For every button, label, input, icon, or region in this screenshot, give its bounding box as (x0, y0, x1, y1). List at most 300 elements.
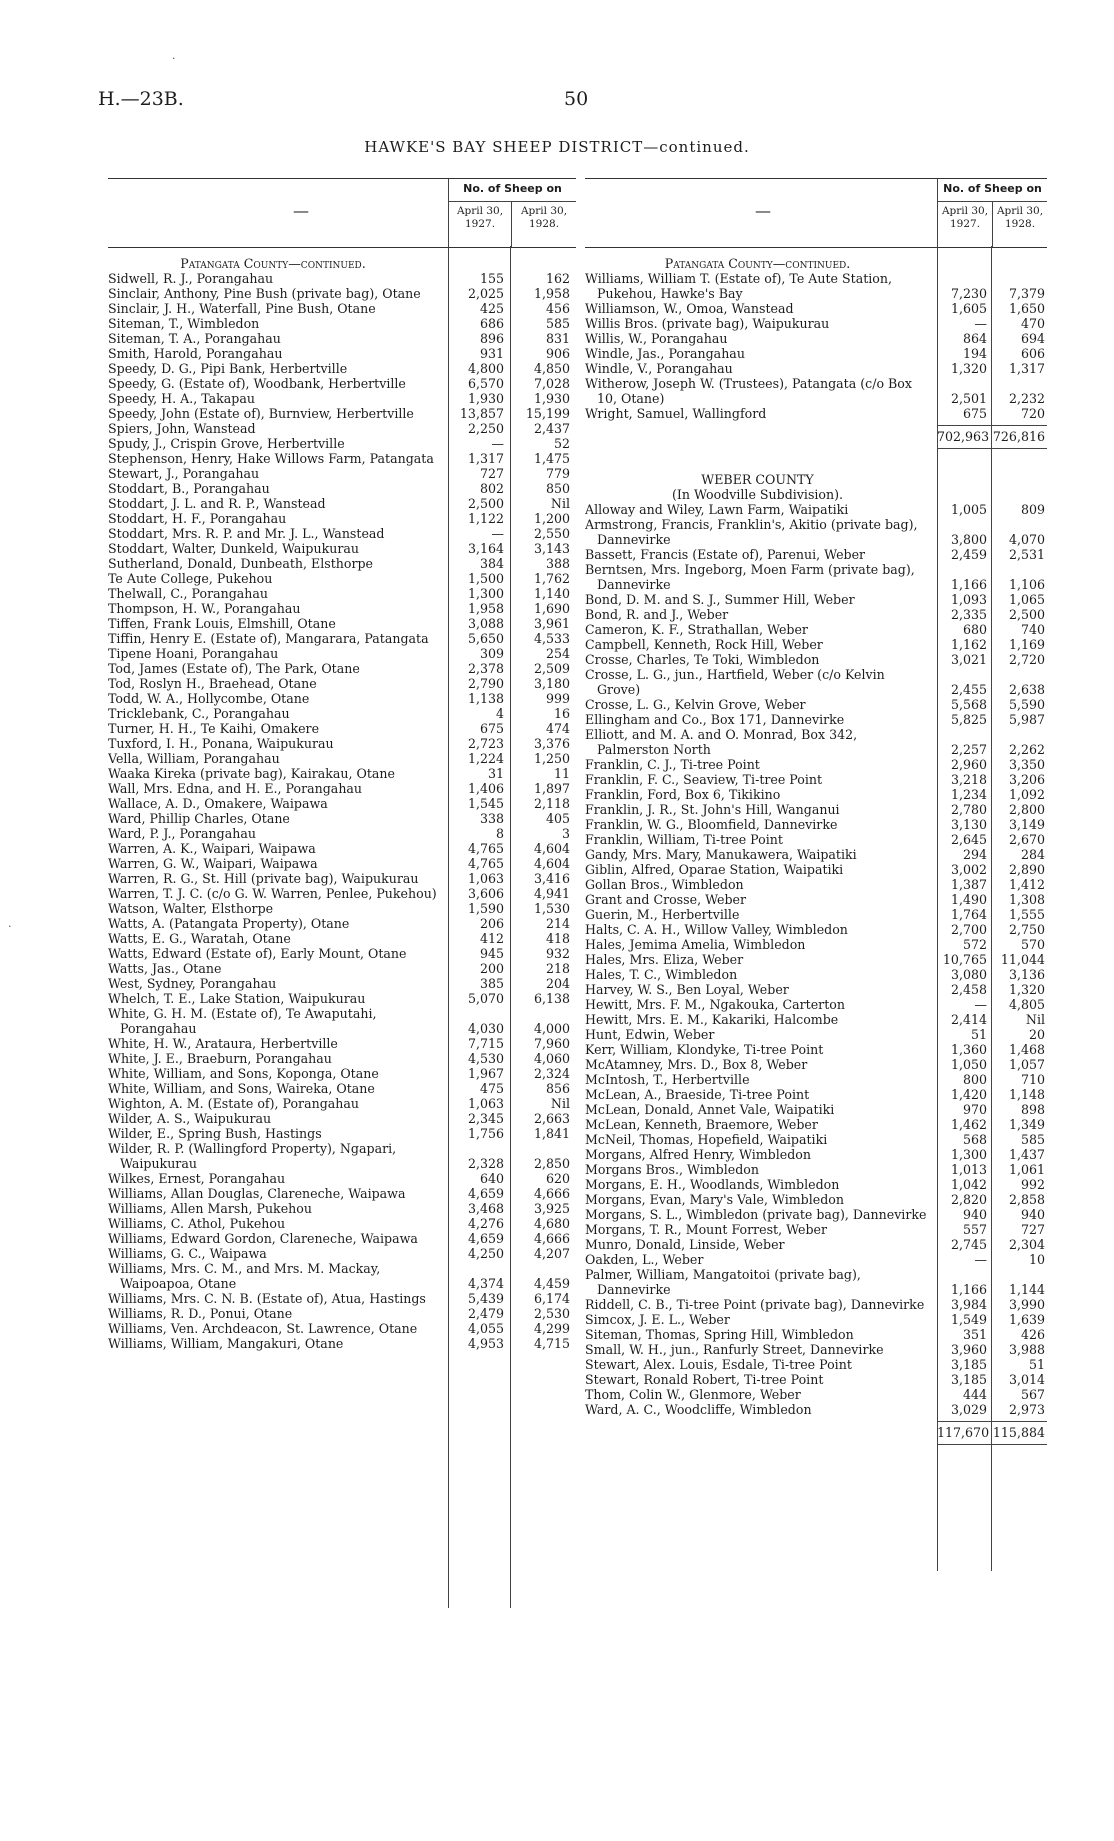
table-row (585, 757, 1047, 772)
sheep-1928: 992 (1020, 1177, 1045, 1192)
speck-mark: · (172, 52, 176, 65)
owner-name: Spudy, J., Crispin Grove, Herbertville (108, 436, 345, 451)
sheep-1927: 3,185 (950, 1372, 987, 1387)
table-row (108, 556, 576, 571)
table-row (108, 1186, 576, 1201)
sheep-1927: 1,093 (950, 592, 987, 607)
sheep-1927: 4,659 (467, 1186, 504, 1201)
table-row (108, 766, 576, 781)
sheep-1927: 1,420 (950, 1087, 987, 1102)
table-row (108, 571, 576, 586)
sheep-1927: 2,723 (467, 736, 504, 751)
table-row (108, 1216, 576, 1231)
sheep-1927: 2,500 (467, 496, 504, 511)
total-1928: 115,884 (992, 1425, 1045, 1440)
owner-name: Spiers, John, Wanstead (108, 421, 256, 436)
sheep-1928: Nil (550, 496, 570, 511)
sheep-1927: 1,545 (467, 796, 504, 811)
sheep-1927: 4,530 (467, 1051, 504, 1066)
sheep-1928: 6,174 (533, 1291, 570, 1306)
table-row (585, 271, 1047, 301)
sheep-1927: — (974, 997, 987, 1012)
sheep-count-header (448, 179, 576, 247)
sheep-1928: 52 (553, 436, 570, 451)
owner-name: McLean, Kenneth, Braemore, Weber (585, 1117, 818, 1132)
owner-name: Tuxford, I. H., Ponana, Waipukurau (108, 736, 334, 751)
owner-name: Palmer, William, Mangatoitoi (private bag), Dannevirke (585, 1267, 861, 1297)
table-row (585, 1267, 1047, 1297)
sheep-1928: 10 (1028, 1252, 1045, 1267)
owner-name: Hales, Jemima Amelia, Wimbledon (585, 937, 806, 952)
sheep-1927: 1,050 (950, 1057, 987, 1072)
sheep-1928: Nil (1025, 1012, 1045, 1027)
table-row (108, 1336, 576, 1351)
sheep-1927: 2,780 (950, 802, 987, 817)
sheep-1927: 3,080 (950, 967, 987, 982)
owner-name: Williamson, W., Omoa, Wanstead (585, 301, 794, 316)
owner-name: Hewitt, Mrs. E. M., Kakariki, Halcombe (585, 1012, 839, 1027)
sheep-1928: 2,858 (1008, 1192, 1045, 1207)
sheep-1927: 444 (962, 1387, 987, 1402)
sheep-1928: 2,663 (533, 1111, 570, 1126)
owner-name: Morgans, E. H., Woodlands, Wimbledon (585, 1177, 840, 1192)
sheep-1928: 1,144 (1008, 1282, 1045, 1297)
sheep-1927: 1,042 (950, 1177, 987, 1192)
owner-name: Berntsen, Mrs. Ingeborg, Moen Farm (private bag), Dannevirke (585, 562, 915, 592)
sheep-1927: 1,138 (467, 691, 504, 706)
sheep-1927: 1,317 (467, 451, 504, 466)
sheep-1927: 2,458 (950, 982, 987, 997)
table-row (585, 346, 1047, 361)
table-row (108, 631, 576, 646)
sheep-1927: 338 (479, 811, 504, 826)
sheep-1927: 2,414 (950, 1012, 987, 1027)
table-row (585, 862, 1047, 877)
sheep-1928: 3,136 (1008, 967, 1045, 982)
sheep-1927: 412 (479, 931, 504, 946)
sheep-1927: 351 (962, 1327, 987, 1342)
sheep-1927: 1,490 (950, 892, 987, 907)
table-row (585, 1057, 1047, 1072)
sheep-1928: 2,890 (1008, 862, 1045, 877)
date-1927-header: April 30, 1927. (456, 205, 504, 230)
sheep-1928: 1,349 (1008, 1117, 1045, 1132)
sheep-1928: 1,140 (533, 586, 570, 601)
sheep-1927: 3,021 (950, 652, 987, 667)
sheep-1928: 16 (553, 706, 570, 721)
sheep-1928: 620 (545, 1171, 570, 1186)
sheep-1927: 1,406 (467, 781, 504, 796)
sheep-1928: 214 (545, 916, 570, 931)
sheep-1928: 456 (545, 301, 570, 316)
table-row (585, 607, 1047, 622)
sheep-1928: 2,550 (533, 526, 570, 541)
owner-name: Munro, Donald, Linside, Weber (585, 1237, 785, 1252)
table-row (108, 886, 576, 901)
county-heading (585, 256, 1047, 271)
sheep-1928: 1,148 (1008, 1087, 1045, 1102)
sheep-1927: 13,857 (459, 406, 504, 421)
sheep-1928: 1,639 (1008, 1312, 1045, 1327)
sheep-1927: — (974, 316, 987, 331)
owner-name: Crosse, Charles, Te Toki, Wimbledon (585, 652, 820, 667)
sheep-count-group-label: No. of Sheep on (463, 182, 562, 195)
owner-name: Gandy, Mrs. Mary, Manukawera, Waipatiki (585, 847, 857, 862)
sheep-1927: 1,462 (950, 1117, 987, 1132)
table-row (108, 751, 576, 766)
owner-name: Morgans, S. L., Wimbledon (private bag), Dannevirke (585, 1207, 927, 1222)
owner-name: Stoddart, B., Porangahau (108, 481, 270, 496)
sheep-1927: 385 (479, 976, 504, 991)
owner-name: Stewart, Alex. Louis, Esdale, Ti-tree Point (585, 1357, 852, 1372)
sheep-1928: 1,065 (1008, 592, 1045, 607)
sheep-1927: 4,374 (467, 1276, 504, 1291)
table-row (108, 841, 576, 856)
sheep-1928: 2,800 (1008, 802, 1045, 817)
sheep-1927: 5,825 (950, 712, 987, 727)
owner-name: Wright, Samuel, Wallingford (585, 406, 767, 421)
table-row (108, 1066, 576, 1081)
owner-name: Witherow, Joseph W. (Trustees), Patangata (c/o Box 10, Otane) (585, 376, 912, 406)
table-row (108, 1081, 576, 1096)
sheep-1928: 1,250 (533, 751, 570, 766)
sheep-1927: 4,276 (467, 1216, 504, 1231)
owner-name: Stoddart, H. F., Porangahau (108, 511, 287, 526)
owner-name: Kerr, William, Klondyke, Ti-tree Point (585, 1042, 824, 1057)
sheep-1928: 570 (1020, 937, 1045, 952)
table-row (108, 871, 576, 886)
sheep-1927: 3,218 (950, 772, 987, 787)
sheep-1928: 7,028 (533, 376, 570, 391)
owner-name: Wighton, A. M. (Estate of), Porangahau (108, 1096, 359, 1111)
sheep-1928: 727 (1020, 1222, 1045, 1237)
owner-name: Thelwall, C., Porangahau (108, 586, 269, 601)
owner-name: Siteman, Thomas, Spring Hill, Wimbledon (585, 1327, 854, 1342)
table-row (585, 502, 1047, 517)
owner-name: Hewitt, Mrs. F. M., Ngakouka, Carterton (585, 997, 845, 1012)
sheep-1927: 1,224 (467, 751, 504, 766)
sheep-1928: 20 (1028, 1027, 1045, 1042)
sheep-1927: 206 (479, 916, 504, 931)
owner-name: Williams, G. C., Waipawa (108, 1246, 267, 1261)
table-row (108, 1111, 576, 1126)
sheep-1928: 4,299 (533, 1321, 570, 1336)
owner-name: Williams, Allen Marsh, Pukehou (108, 1201, 312, 1216)
sheep-1927: 568 (962, 1132, 987, 1147)
owner-name: Tod, James (Estate of), The Park, Otane (108, 661, 360, 676)
table-row (108, 496, 576, 511)
sheep-1927: 2,501 (950, 391, 987, 406)
page-title-text: HAWKE'S BAY SHEEP DISTRICT—continued. (364, 138, 750, 156)
owner-name: Armstrong, Francis, Franklin's, Akitio (private bag), Dannevirke (585, 517, 918, 547)
owner-name: McIntosh, T., Herbertville (585, 1072, 750, 1087)
sheep-1927: 4,953 (467, 1336, 504, 1351)
sheep-1928: 1,437 (1008, 1147, 1045, 1162)
sheep-1928: 1,200 (533, 511, 570, 526)
sheep-1928: 1,092 (1008, 787, 1045, 802)
owner-name: Wilder, A. S., Waipukurau (108, 1111, 272, 1126)
sheep-1928: 1,475 (533, 451, 570, 466)
sheep-1927: 2,960 (950, 757, 987, 772)
owner-name: White, G. H. M. (Estate of), Te Awaputahi, Porangahau (108, 1006, 377, 1036)
table-row (108, 376, 576, 391)
owner-name: West, Sydney, Porangahau (108, 976, 277, 991)
sheep-1928: 779 (545, 466, 570, 481)
owner-name: Hales, Mrs. Eliza, Weber (585, 952, 744, 967)
sheep-1927: 2,025 (467, 286, 504, 301)
sheep-1927: 2,745 (950, 1237, 987, 1252)
total-1927: 117,670 (937, 1425, 990, 1440)
sheep-1927: 475 (479, 1081, 504, 1096)
table-row (108, 346, 576, 361)
owner-name: Ward, A. C., Woodcliffe, Wimbledon (585, 1402, 812, 1417)
table-row (108, 616, 576, 631)
owner-name: McLean, A., Braeside, Ti-tree Point (585, 1087, 810, 1102)
table-row (108, 781, 576, 796)
sheep-1927: — (974, 1252, 987, 1267)
table-row (108, 301, 576, 316)
sheep-1928: 585 (545, 316, 570, 331)
owner-name: Harvey, W. S., Ben Loyal, Weber (585, 982, 789, 997)
sheep-1927: 2,479 (467, 1306, 504, 1321)
owner-name: Stoddart, Mrs. R. P. and Mr. J. L., Wanstead (108, 526, 385, 541)
sheep-1928: 898 (1020, 1102, 1045, 1117)
owner-name: Ward, P. J., Porangahau (108, 826, 256, 841)
total-rule (937, 425, 1047, 426)
table-row (585, 1012, 1047, 1027)
sheep-1928: 388 (545, 556, 570, 571)
sheep-1928: 11 (553, 766, 570, 781)
sheep-1928: 4,680 (533, 1216, 570, 1231)
owner-name: Siteman, T., Wimbledon (108, 316, 260, 331)
table-row (585, 1117, 1047, 1132)
table-row (585, 997, 1047, 1012)
owner-name: Simcox, J. E. L., Weber (585, 1312, 730, 1327)
sheep-count-group-label: No. of Sheep on (943, 182, 1042, 195)
table-row (108, 451, 576, 466)
sheep-1927: 1,005 (950, 502, 987, 517)
sheep-1927: 1,122 (467, 511, 504, 526)
owner-name: Whelch, T. E., Lake Station, Waipukurau (108, 991, 366, 1006)
sheep-1927: 425 (479, 301, 504, 316)
table-row (108, 1126, 576, 1141)
table-row (108, 421, 576, 436)
total-row (585, 429, 1047, 444)
owner-name: Alloway and Wiley, Lawn Farm, Waipatiki (585, 502, 849, 517)
sheep-1927: 4,055 (467, 1321, 504, 1336)
sheep-1928: 3 (561, 826, 570, 841)
owner-name: Guerin, M., Herbertville (585, 907, 740, 922)
sheep-1928: 932 (545, 946, 570, 961)
table-row (585, 1342, 1047, 1357)
owner-name: Stoddart, Walter, Dunkeld, Waipukurau (108, 541, 359, 556)
table-row (585, 1132, 1047, 1147)
owner-name: Bond, D. M. and S. J., Summer Hill, Weber (585, 592, 855, 607)
sheep-1928: 2,262 (1008, 742, 1045, 757)
sheep-1927: 31 (487, 766, 504, 781)
sheep-1927: 3,984 (950, 1297, 987, 1312)
left-column-header (108, 178, 576, 248)
owner-name: Williams, William, Mangakuri, Otane (108, 1336, 344, 1351)
sheep-1927: 194 (962, 346, 987, 361)
owner-name: Williams, R. D., Ponui, Otane (108, 1306, 293, 1321)
sheep-1928: 3,206 (1008, 772, 1045, 787)
table-row (585, 922, 1047, 937)
sheep-1928: 2,530 (533, 1306, 570, 1321)
sheep-1927: 1,605 (950, 301, 987, 316)
table-row (108, 526, 576, 541)
sheep-1928: 3,961 (533, 616, 570, 631)
sheep-1928: 4,459 (533, 1276, 570, 1291)
table-row (585, 301, 1047, 316)
sheep-1927: 3,029 (950, 1402, 987, 1417)
table-row (108, 361, 576, 376)
owner-name: Franklin, C. J., Ti-tree Point (585, 757, 760, 772)
sheep-1927: 5,650 (467, 631, 504, 646)
sheep-1928: 4,604 (533, 856, 570, 871)
table-row (108, 541, 576, 556)
sheep-1927: — (491, 436, 504, 451)
owner-name: Williams, Allan Douglas, Clareneche, Waipawa (108, 1186, 406, 1201)
table-row (108, 271, 576, 286)
table-row (585, 1072, 1047, 1087)
owner-name: Gollan Bros., Wimbledon (585, 877, 744, 892)
sheep-1928: 1,057 (1008, 1057, 1045, 1072)
owner-name: Watts, Jas., Otane (108, 961, 222, 976)
sheep-1927: 3,164 (467, 541, 504, 556)
owner-name: Warren, A. K., Waipari, Waipawa (108, 841, 316, 856)
table-row (108, 1096, 576, 1111)
table-row (585, 547, 1047, 562)
sheep-1928: 2,850 (533, 1156, 570, 1171)
owner-name: Riddell, C. B., Ti-tree Point (private bag), Dannevirke (585, 1297, 925, 1312)
speck-mark: · (8, 920, 12, 933)
sheep-1927: 2,790 (467, 676, 504, 691)
table-row (585, 802, 1047, 817)
sheep-1928: 15,199 (525, 406, 570, 421)
sheep-1927: 309 (479, 646, 504, 661)
sheep-1927: 3,185 (950, 1357, 987, 1372)
table-row (108, 436, 576, 451)
owner-name: Morgans, T. R., Mount Forrest, Weber (585, 1222, 828, 1237)
sheep-1927: 5,070 (467, 991, 504, 1006)
sheep-1928: 6,138 (533, 991, 570, 1006)
table-row (585, 562, 1047, 592)
table-row (585, 697, 1047, 712)
sheep-1928: 4,666 (533, 1186, 570, 1201)
sheep-1927: 1,967 (467, 1066, 504, 1081)
sheep-1927: 1,549 (950, 1312, 987, 1327)
sheep-1928: 606 (1020, 346, 1045, 361)
owner-name: Willis, W., Porangahau (585, 331, 728, 346)
table-row (585, 1147, 1047, 1162)
table-row (585, 982, 1047, 997)
sheep-1927: 3,130 (950, 817, 987, 832)
owner-name: Williams, Edward Gordon, Clareneche, Waipawa (108, 1231, 418, 1246)
owner-name: Tiffin, Henry E. (Estate of), Mangarara, Patangata (108, 631, 429, 646)
table-row (585, 712, 1047, 727)
table-row (108, 1306, 576, 1321)
sheep-1928: 254 (545, 646, 570, 661)
document-reference: H.—23B. (98, 88, 184, 110)
owner-name: Giblin, Alfred, Oparae Station, Waipatiki (585, 862, 844, 877)
owner-name: Franklin, J. R., St. John's Hill, Wanganui (585, 802, 840, 817)
sheep-1927: 155 (479, 271, 504, 286)
sheep-1927: 864 (962, 331, 987, 346)
table-row (585, 667, 1047, 697)
sheep-1927: 8 (495, 826, 504, 841)
owner-name: Williams, Mrs. C. M., and Mrs. M. Mackay, Waipoapoa, Otane (108, 1261, 381, 1291)
table-row (108, 331, 576, 346)
table-row (585, 517, 1047, 547)
sheep-1928: 1,897 (533, 781, 570, 796)
sheep-1928: 2,232 (1008, 391, 1045, 406)
table-row (108, 691, 576, 706)
owner-name: Sinclair, Anthony, Pine Bush (private bag), Otane (108, 286, 421, 301)
sheep-1928: 162 (545, 271, 570, 286)
sheep-1927: 2,328 (467, 1156, 504, 1171)
sheep-1927: 200 (479, 961, 504, 976)
table-row (585, 361, 1047, 376)
sheep-1927: 2,459 (950, 547, 987, 562)
table-row (108, 661, 576, 676)
owner-name: Morgans, Alfred Henry, Wimbledon (585, 1147, 811, 1162)
table-row (585, 1297, 1047, 1312)
table-row (585, 1312, 1047, 1327)
sheep-1927: 945 (479, 946, 504, 961)
date-1928-header: April 30, 1928. (996, 205, 1044, 230)
table-row (108, 991, 576, 1006)
sheep-1928: 7,379 (1008, 286, 1045, 301)
table-row (585, 592, 1047, 607)
sheep-1928: 3,990 (1008, 1297, 1045, 1312)
sheep-1928: 999 (545, 691, 570, 706)
sheep-1927: 2,335 (950, 607, 987, 622)
table-row (108, 856, 576, 871)
date-1927-header: April 30, 1927. (941, 205, 989, 230)
sheep-1928: 4,941 (533, 886, 570, 901)
subdivision-subtitle-text: (In Woodville Subdivision). (671, 487, 844, 502)
sheep-1928: 4,070 (1008, 532, 1045, 547)
table-row (108, 646, 576, 661)
sheep-1927: 4,659 (467, 1231, 504, 1246)
sheep-1928: 3,925 (533, 1201, 570, 1216)
owner-name: White, William, and Sons, Waireka, Otane (108, 1081, 375, 1096)
sheep-1928: 51 (1028, 1357, 1045, 1372)
sheep-1927: 572 (962, 937, 987, 952)
table-row (585, 1087, 1047, 1102)
table-row (108, 511, 576, 526)
sheep-1928: 2,500 (1008, 607, 1045, 622)
table-row (585, 952, 1047, 967)
table-row (585, 787, 1047, 802)
sheep-1927: 5,439 (467, 1291, 504, 1306)
owner-name: Franklin, William, Ti-tree Point (585, 832, 783, 847)
sheep-1928: 940 (1020, 1207, 1045, 1222)
owner-name: Williams, Ven. Archdeacon, St. Lawrence, Otane (108, 1321, 418, 1336)
owner-name: Tipene Hoani, Porangahau (108, 646, 279, 661)
date-1928-header: April 30, 1928. (520, 205, 568, 230)
table-row (585, 1252, 1047, 1267)
sheep-1928: 1,412 (1008, 877, 1045, 892)
sheep-1927: 3,088 (467, 616, 504, 631)
sheep-1928: 204 (545, 976, 570, 991)
owner-name: Franklin, Ford, Box 6, Tikikino (585, 787, 781, 802)
table-row (108, 586, 576, 601)
total-1928: 726,816 (992, 429, 1045, 444)
owner-name: Smith, Harold, Porangahau (108, 346, 283, 361)
table-row (108, 676, 576, 691)
